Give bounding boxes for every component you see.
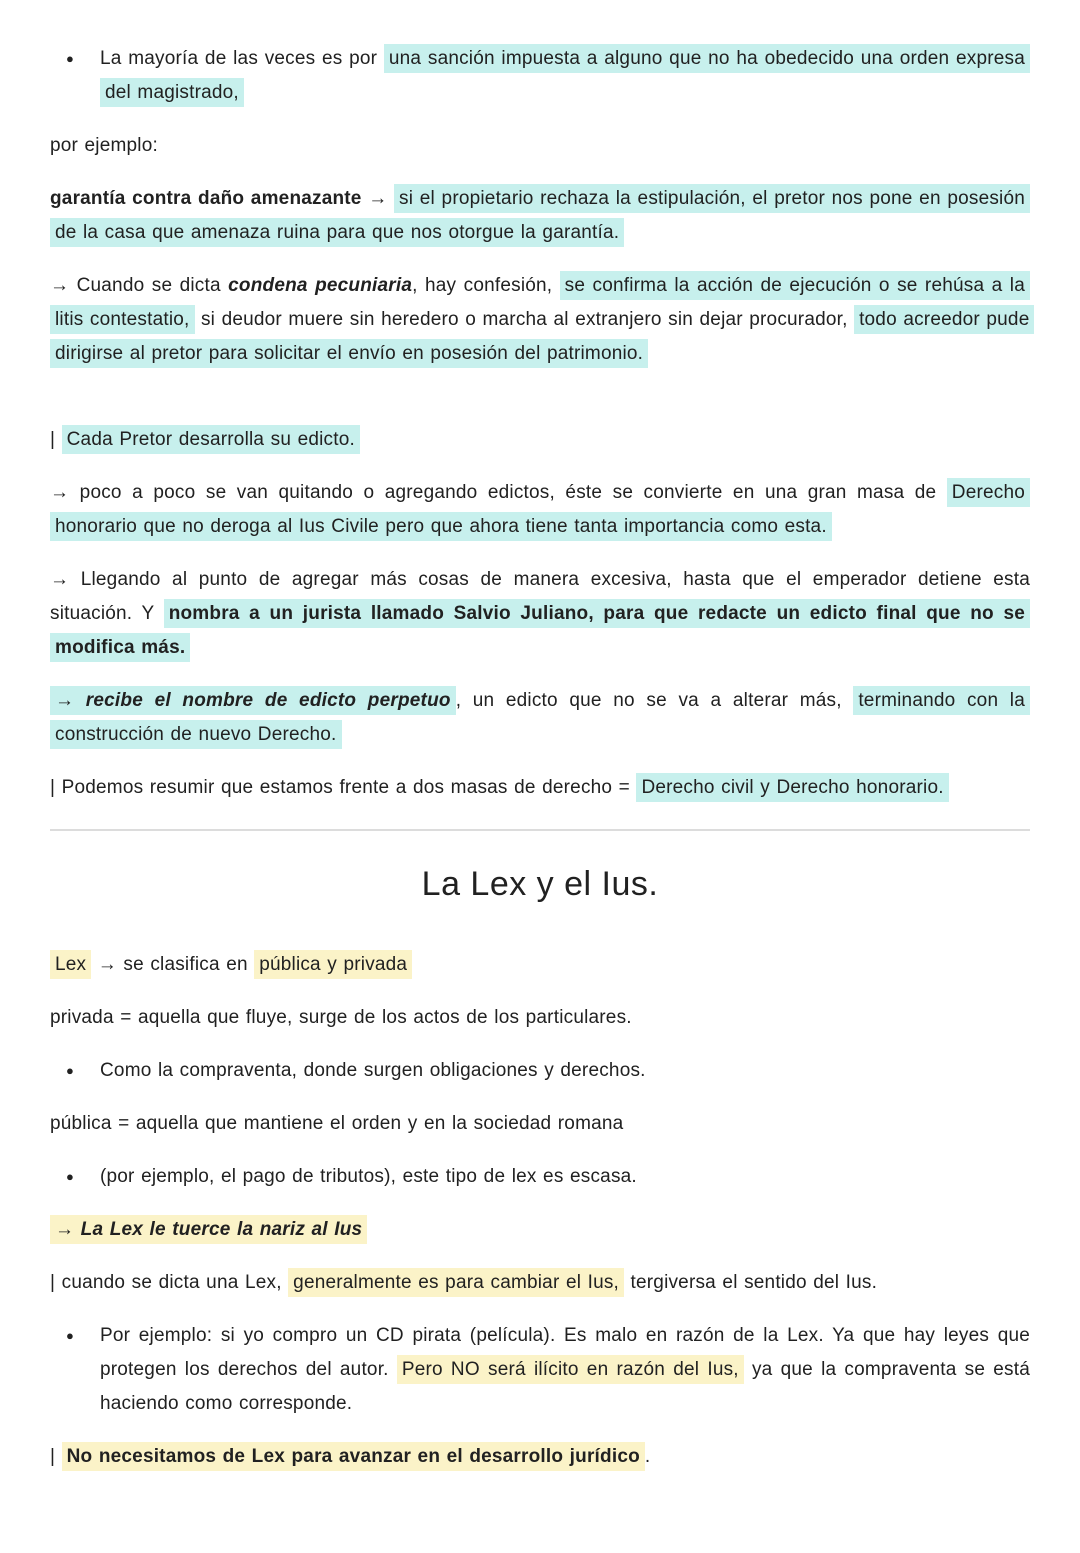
text-segment: ya que la compraventa se está haciendo como corresponde. — [100, 1359, 1031, 1414]
bullet-text — [100, 44, 1030, 107]
text-segment: Cada Pretor desarrolla su edicto. — [62, 425, 360, 454]
bullet-text — [100, 1060, 646, 1081]
text-segment: terminando con la construcción de nuevo Derecho. — [50, 686, 1030, 749]
text-segment: No necesitamos de Lex para avanzar en el desarrollo jurídico — [62, 1442, 645, 1471]
section-title: La Lex y el Ius. — [421, 865, 659, 903]
text-segment: | — [50, 1446, 62, 1467]
text-segment: si el propietario rechaza la estipulación, el pretor nos pone en posesión de la casa que amenaza ruina para que nos otorgue la garantía. — [50, 184, 1030, 247]
bullet-icon: ● — [66, 51, 75, 66]
text-segment: si deudor muere sin heredero o marcha al extranjero sin dejar procurador, — [194, 309, 855, 330]
paragraph-no-necesitamos-lex — [50, 1440, 1030, 1474]
bullet-icon: ● — [66, 1328, 75, 1343]
text-segment: pública = aquella que mantiene el orden y en la sociedad romana — [50, 1113, 624, 1134]
text-segment: → se clasifica en — [91, 954, 255, 975]
text-segment: se confirma la acción de ejecución o se rehúsa a la litis contestatio, — [50, 271, 1030, 334]
paragraph-condena-pecuniaria — [50, 269, 1030, 371]
paragraph-resumen-dos-masas — [50, 771, 1030, 805]
text-segment: nombra a un jurista llamado Salvio Juliano, para que redacte un edicto final que no se modifica más. — [50, 599, 1030, 662]
bullet-icon: ● — [66, 1063, 75, 1078]
text-segment: → Llegando al punto de agregar más cosas de manera excesiva, hasta que el emperador detiene esta situación. Y — [50, 569, 1030, 624]
text-segment: Como la compraventa, donde surgen obligaciones y derechos. — [100, 1060, 646, 1081]
text-segment: , hay confesión, — [412, 275, 560, 296]
bullet-icon: ● — [66, 1169, 75, 1184]
bullet-item-sancion — [50, 42, 1030, 110]
text-segment: | cuando se dicta una Lex, — [50, 1272, 289, 1293]
text-segment: (por ejemplo, el pago de tributos), este tipo de lex es escasa. — [100, 1166, 637, 1187]
text-segment: | — [50, 429, 62, 450]
text-segment: todo acreedor pude dirigirse al pretor para solicitar el envío en posesión del patrimonio. — [50, 305, 1034, 368]
text-segment: . — [644, 1446, 651, 1467]
text-segment: una sanción impuesta a alguno que no ha obedecido una orden expresa del magistrado, — [100, 44, 1030, 107]
text-segment: La mayoría de las veces es por — [100, 48, 384, 69]
text-segment: | Podemos resumir que estamos frente a dos masas de derecho = — [50, 777, 637, 798]
text-segment: condena pecuniaria — [228, 275, 413, 296]
text-segment: Derecho honorario que no deroga al Ius Civile pero que ahora tiene tanta importancia como esta. — [50, 478, 1030, 541]
text-segment: → Cuando se dicta — [50, 275, 229, 296]
bullet-text — [100, 1325, 1030, 1414]
text-segment: privada = aquella que fluye, surge de los actos de los particulares. — [50, 1007, 632, 1028]
paragraph-poco-a-poco — [50, 476, 1030, 544]
text-segment: Por ejemplo: si yo compro un CD pirata (película). Es malo en razón de la Lex. Ya que hay leyes que protegen los derechos del autor. — [100, 1325, 1030, 1380]
text-segment: , un edicto que no se va a alterar más, — [455, 690, 854, 711]
paragraph-publica — [50, 1107, 1030, 1141]
bullet-item-compraventa — [50, 1054, 1030, 1088]
bullet-item-tributos — [50, 1160, 1030, 1194]
paragraph-edicto-perpetuo — [50, 684, 1030, 752]
text-segment: pública y privada — [254, 950, 412, 979]
paragraph-llegando — [50, 563, 1030, 665]
text-segment: por ejemplo: — [50, 135, 158, 156]
paragraph-cuando-se-dicta-lex — [50, 1266, 1030, 1300]
paragraph-privada — [50, 1001, 1030, 1035]
text-segment: Derecho civil y Derecho honorario. — [636, 773, 948, 802]
paragraph-lex-tuerce — [50, 1213, 1030, 1247]
text-segment: Lex — [50, 950, 91, 979]
text-segment: → recibe el nombre de edicto perpetuo — [50, 686, 456, 715]
text-segment: Pero NO será ilícito en razón del Ius, — [397, 1355, 744, 1384]
bullet-item-cd-pirata — [50, 1319, 1030, 1421]
paragraph-cada-pretor — [50, 423, 1030, 457]
paragraph-lex-clasifica — [50, 948, 1030, 982]
text-segment: → poco a poco se van quitando o agregando edictos, éste se convierte en una gran masa de — [50, 482, 947, 503]
section-divider — [50, 829, 1030, 831]
text-segment: tergiversa el sentido del Ius. — [624, 1272, 878, 1293]
bullet-text — [100, 1166, 637, 1187]
paragraph-por-ejemplo — [50, 129, 1030, 163]
text-segment: → La Lex le tuerce la nariz al Ius — [50, 1215, 367, 1244]
paragraph-garantia — [50, 182, 1030, 250]
text-segment: generalmente es para cambiar el Ius, — [288, 1268, 624, 1297]
text-segment: garantía contra daño amenazante → — [50, 188, 395, 209]
